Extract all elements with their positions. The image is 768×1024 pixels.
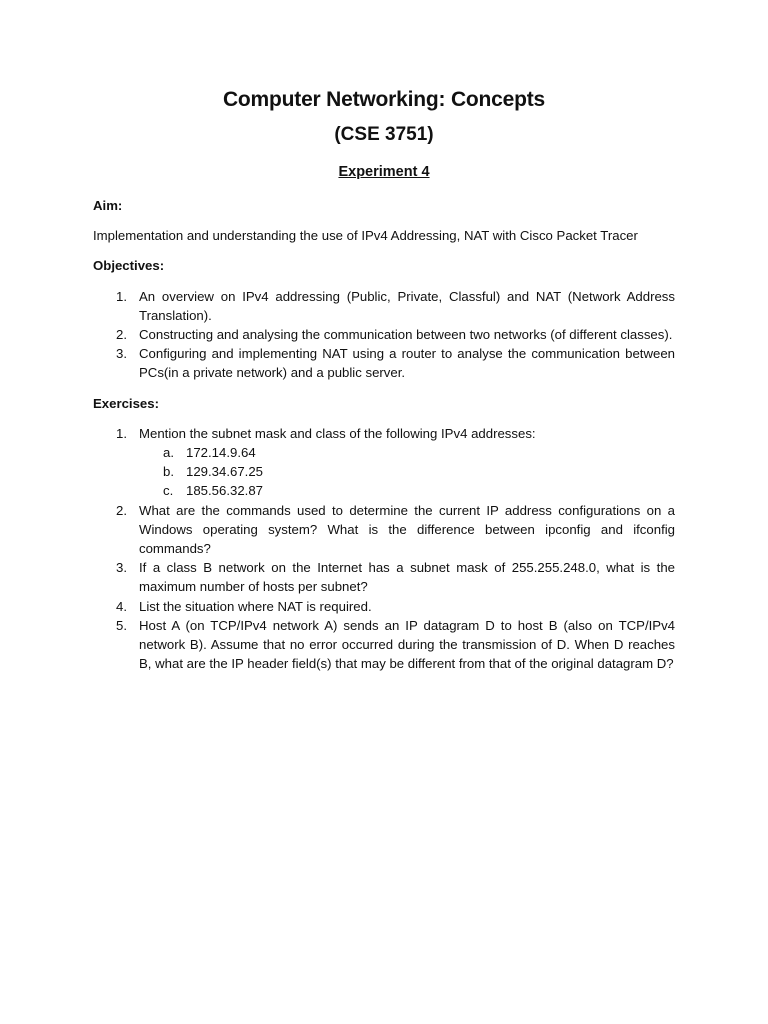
item-number: 3. [116,560,127,576]
address-sublist [139,443,675,501]
objectives-heading: Objectives: [93,258,165,274]
aim-heading: Aim: [93,198,123,213]
sub-item-text: 185.56.32.87 [186,483,264,499]
sub-item-text: 172.14.9.64 [186,445,256,461]
exercise-item [116,597,675,616]
item-text: List the situation where NAT is required. [139,598,372,614]
sub-item [163,443,675,462]
item-text: If a class B network on the Internet has a subnet mask of 255.255.248.0, what is the maximum number of hosts per subnet? [139,560,675,595]
item-text: Host A (on TCP/IPv4 network A) sends an IP datagram D to host B (also on TCP/IPv4 network B). Assume that no error occurred during the transmission of D. When D reaches B, what are the IP header field(s) that may be different from that of the original datagram D? [139,617,675,672]
item-text: Constructing and analysing the communication between two networks (of different classes). [139,327,673,343]
course-code: (CSE 3751) [334,124,434,145]
item-number: 1. [116,288,127,304]
objective-item [116,344,675,382]
item-number: 3. [116,346,127,362]
item-number: 5. [116,617,127,633]
objective-item [116,287,675,325]
sub-item [163,462,675,481]
item-text: Configuring and implementing NAT using a router to analyse the communication between PCs(in a private network) and a public server. [139,346,675,381]
item-text: An overview on IPv4 addressing (Public, Private, Classful) and NAT (Network Address Translation). [139,288,675,323]
item-text: Mention the subnet mask and class of the following IPv4 addresses: [139,425,536,441]
item-text: What are the commands used to determine the current IP address configurations on a Windows operating system? What is the difference between ipconfig and ifconfig commands? [139,502,675,557]
exercise-item [116,501,675,559]
objective-item [116,325,675,344]
exercise-item [116,424,675,501]
objectives-list [93,287,675,383]
item-number: 1. [116,425,127,441]
item-number: 2. [116,502,127,518]
sub-item-text: 129.34.67.25 [186,464,264,480]
sub-item [163,481,675,500]
document-title: Computer Networking: Concepts [222,88,546,111]
item-number: 4. [116,598,127,614]
exercises-list [93,424,675,674]
document-body [93,196,675,673]
aim-text: Implementation and understanding the use of IPv4 Addressing, NAT with Cisco Packet Tracer [93,228,638,244]
sub-item-letter: a. [163,445,174,461]
exercise-item [116,558,675,596]
exercise-item [116,616,675,674]
exercises-heading: Exercises: [93,395,159,411]
experiment-heading: Experiment 4 [338,164,430,180]
sub-item-letter: c. [163,483,174,499]
sub-item-letter: b. [163,464,174,480]
item-number: 2. [116,327,127,343]
